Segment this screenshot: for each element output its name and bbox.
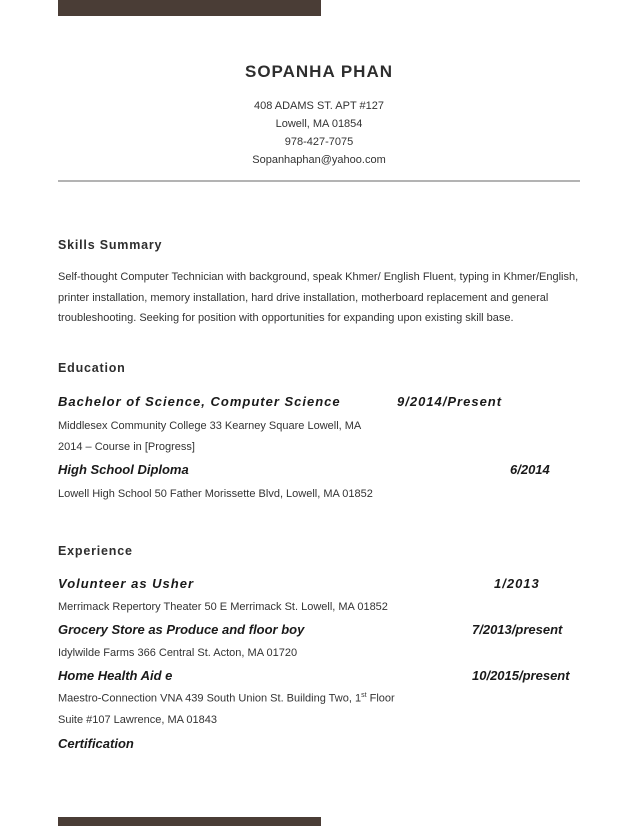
top-decorative-bar: [58, 0, 321, 16]
skills-heading: Skills Summary: [58, 238, 163, 252]
job-home-health-title: Home Health Aid e: [58, 668, 173, 683]
address-line-1: 408 ADAMS ST. APT #127: [253, 100, 385, 112]
school-lowell-high: Lowell High School 50 Father Morissette Blvd, Lowell, MA 01852: [58, 488, 373, 500]
course-progress: 2014 – Course in [Progress]: [58, 441, 195, 453]
job-usher-date: 1/2013: [494, 576, 540, 591]
certification-heading: Certification: [58, 736, 134, 751]
degree-bachelor: Bachelor of Science, Computer Science: [58, 394, 341, 409]
header-divider: [58, 180, 580, 182]
bottom-decorative-bar: [58, 817, 321, 826]
email-address: Sopanhaphan@yahoo.com: [252, 154, 386, 166]
job-home-health-date: 10/2015/present: [472, 668, 570, 683]
skills-summary-text: Self-thought Computer Technician with background, speak Khmer/ English Fluent, typing in Khmer/English, printer installation, memory installation, hard drive installation, motherboard replacement and general troubleshooting. Seeking for position with opportunities for expanding upon existing skill base.: [58, 271, 579, 324]
experience-heading: Experience: [58, 544, 133, 558]
job-grocery-date: 7/2013/present: [472, 622, 563, 637]
phone-number: 978-427-7075: [284, 136, 354, 148]
job-home-health-suite: Suite #107 Lawrence, MA 01843: [58, 714, 218, 726]
job-grocery-title: Grocery Store as Produce and floor boy: [58, 622, 305, 637]
job-home-health-place: Maestro-Connection VNA 439 South Union St. Building Two, 1st Floor: [58, 692, 395, 705]
degree-high-school-date: 6/2014: [510, 462, 550, 477]
address-line-2: Lowell, MA 01854: [275, 118, 363, 130]
education-heading: Education: [58, 361, 126, 375]
applicant-name: SOPANHA PHAN: [244, 62, 393, 81]
school-middlesex: Middlesex Community College 33 Kearney Square Lowell, MA: [58, 420, 362, 432]
degree-bachelor-date: 9/2014/Present: [397, 394, 503, 409]
job-usher-title: Volunteer as Usher: [58, 576, 195, 591]
job-usher-place: Merrimack Repertory Theater 50 E Merrimack St. Lowell, MA 01852: [58, 601, 388, 613]
degree-high-school: High School Diploma: [58, 462, 189, 477]
job-grocery-place: Idylwilde Farms 366 Central St. Acton, MA 01720: [58, 647, 298, 659]
